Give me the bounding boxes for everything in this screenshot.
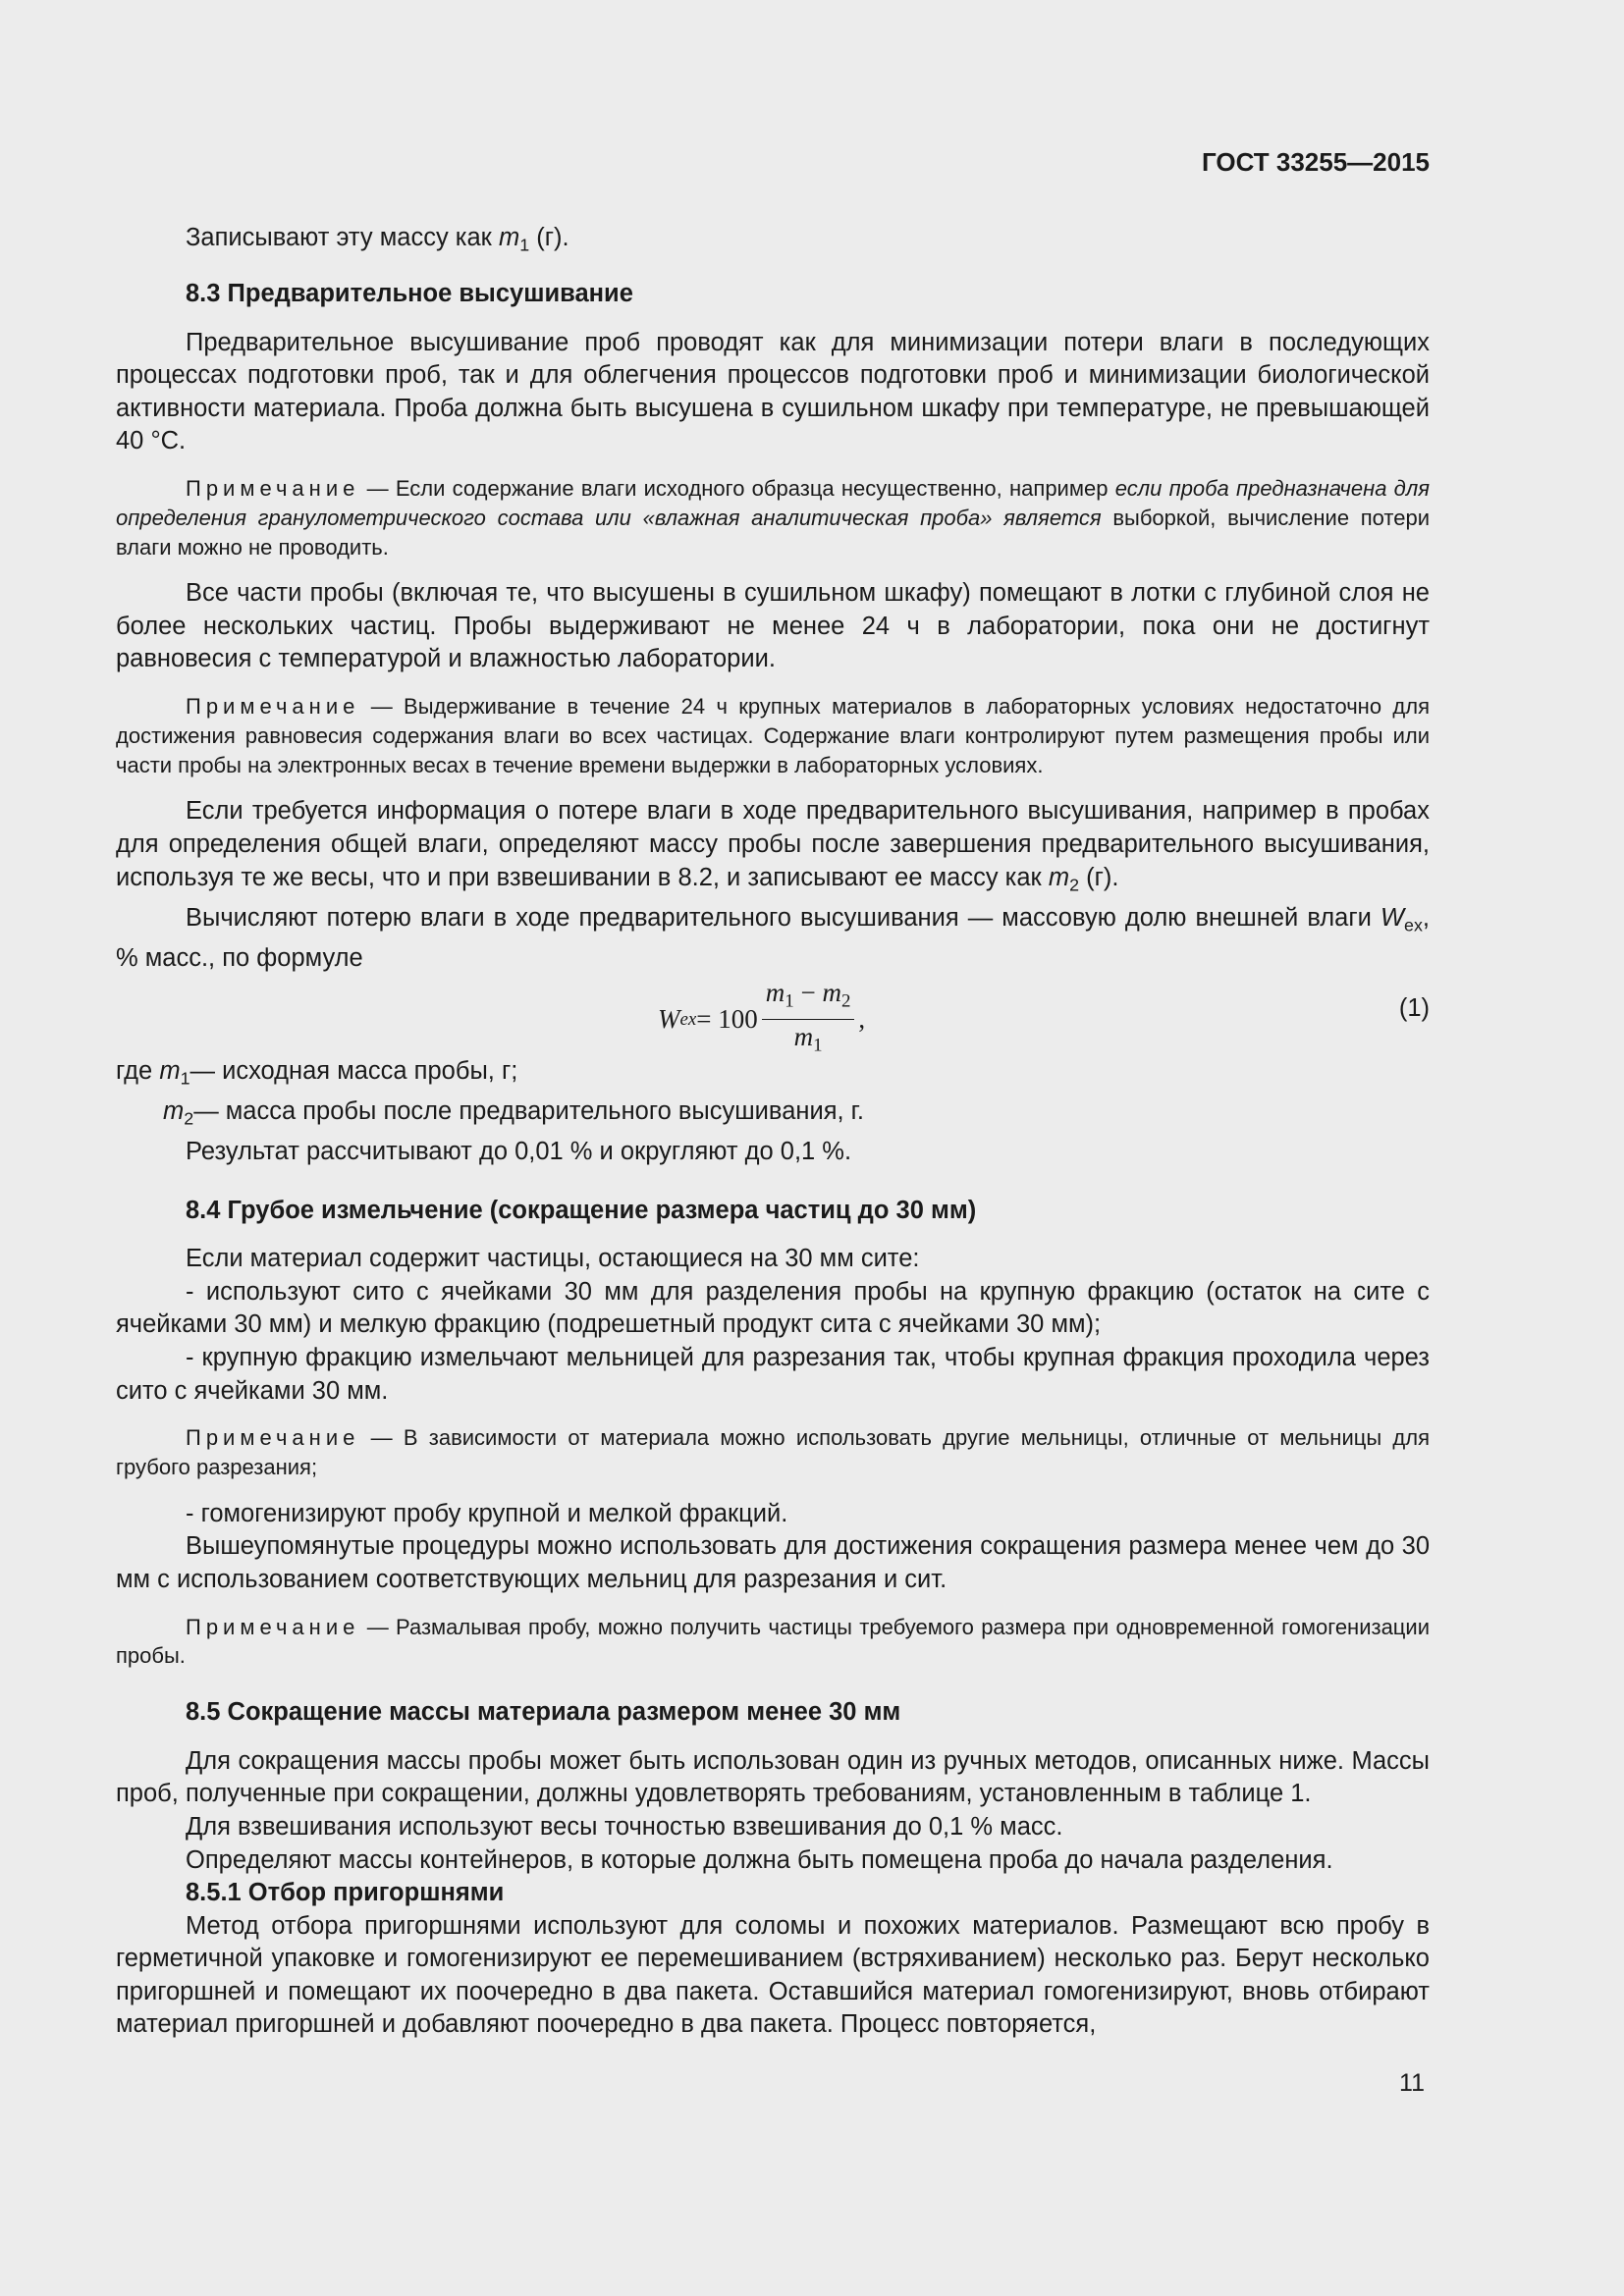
where-m2: $m_2—$ масса пробы после предварительного высушивания, г. — [163, 1097, 864, 1129]
formula-1 — [116, 975, 1430, 1055]
paragraph-size-reduction: Вышеупомянутые процедуры можно использовать для достижения сокращения размера менее чем до 30 мм с использованием соответствующих мельниц для разрезания и сит. — [116, 1532, 1430, 1593]
where-m1: где $m_1—$ исходная масса пробы, г; — [116, 1057, 518, 1089]
note-other-mills: Примечание — В зависимости от материала можно использовать другие мельницы, отличные от мельницы для грубого разрезания; — [116, 1425, 1430, 1479]
formula-numerator: $m_1 - m_2$ — [762, 977, 855, 1020]
section-heading-8-4: 8.4 Грубое измельчение (сокращение размера частиц до 30 мм) — [186, 1196, 977, 1224]
formula-number: (1) — [1398, 994, 1430, 1023]
paragraph-moisture-loss: Если требуется информация о потере влаги в ходе предварительного высушивания, например в пробах для определения общей влаги, определяют массу пробы после завершения предварительного высушивания, используя те же весы, что и при взвешивании в 8.2, и записывают ее массу как $m_2$ (г). — [116, 797, 1430, 894]
page-number: 11 — [1399, 2069, 1425, 2097]
paragraph-result-rounding: Результат рассчитывают до 0,01 % и округляют до 0,1 %. — [186, 1138, 852, 1165]
note-grinding: Примечание — Размалывая пробу, можно получить частицы требуемого размера при одновременной гомогенизации пробы. — [116, 1614, 1430, 1669]
list-item-sieve: - используют сито с ячейками 30 мм для разделения пробы на крупную фракцию (остаток на сите с ячейками 30 мм) и мелкую фракцию (подрешетный продукт сита с ячейками 30 мм); — [116, 1277, 1430, 1339]
formula-denominator: $m_1$ — [793, 1022, 823, 1057]
paragraph-predrying: Предварительное высушивание проб проводят как для минимизации потери влаги в последующих процессах подготовки проб, так и для облегчения процессов подготовки проб и минимизации биологической активности материала. Проба должна быть высушена в сушильном шкафу при температуре, не превышающей 40 °С. — [116, 328, 1430, 455]
paragraph-handful-method: Метод отбора пригоршнями используют для соломы и похожих материалов. Размещают всю пробу в герметичной упаковке и гомогенизируют ее перемешиванием (встряхиванием) несколько раз. Берут несколько пригоршней и помещают их поочередно в два пакета. Оставшийся материал гомогенизируют, вновь отбирают материал пригоршней и добавляют поочередно в два пакета. Процесс повторяется, — [116, 1911, 1430, 2039]
paragraph-particles-30mm: Если материал содержит частицы, остающиеся на 30 мм сите: — [186, 1245, 920, 1273]
formula-fraction — [762, 977, 855, 1063]
section-heading-8-5-1: 8.5.1 Отбор пригоршнями — [186, 1879, 505, 1907]
page-content — [116, 222, 1430, 2042]
list-item-homogenize: - гомогенизируют пробу крупной и мелкой фракций. — [186, 1499, 788, 1527]
paragraph-scales: Для взвешивания используют весы точностью взвешивания до 0,1 % масс. — [186, 1812, 1063, 1841]
note-equilibrium: Примечание — Выдерживание в течение 24 ч крупных материалов в лабораторных условиях недостаточно для достижения равновесия содержания влаги во всех частицах. Содержание влаги контролируют путем размещения пробы или части пробы на электронных весах в течение времени выдержки в лабораторных условиях. — [116, 694, 1430, 777]
paragraph-calc-external-moisture: Вычисляют потерю влаги в ходе предварительного высушивания — массовую долю внешней влаги $W_{ex}$, % масс., по формуле — [116, 903, 1430, 972]
paragraph-manual-methods: Для сокращения массы пробы может быть использован один из ручных методов, описанных ниже. Массы проб, полученные при сокращении, должны удовлетворять требованиям, установленным в таблице 1. — [116, 1746, 1430, 1808]
section-heading-8-3: 8.3 Предварительное высушивание — [186, 279, 633, 307]
paragraph-mass-m1: Записывают эту массу как $m_1$ (г). — [186, 224, 569, 255]
formula-expression: W ex = 100 $\frac{m_1 - m_2}{m_1}$ , — [658, 977, 865, 1063]
note-predrying: Примечание — Если содержание влаги исходного образца несущественно, например если проба предназначена для определения гранулометрического состава или «влажная аналитическая проба» является выборкой, вычисление потери влаги можно не проводить. — [116, 475, 1430, 560]
document-code: ГОСТ 33255—2015 — [1202, 147, 1430, 177]
section-heading-8-5: 8.5 Сокращение массы материала размером менее 30 мм — [186, 1698, 901, 1727]
paragraph-trays: Все части пробы (включая те, что высушены в сушильном шкафу) помещают в лотки с глубиной слоя не более нескольких частиц. Пробы выдерживают не менее 24 ч в лаборатории, пока они не достигнут равновесия с температурой и влажностью лаборатории. — [116, 579, 1430, 673]
paragraph-containers: Определяют массы контейнеров, в которые должна быть помещена проба до начала разделения. — [186, 1845, 1333, 1874]
list-item-cutting-mill: - крупную фракцию измельчают мельницей для разрезания так, чтобы крупная фракция проходила через сито с ячейками 30 мм. — [116, 1343, 1430, 1405]
